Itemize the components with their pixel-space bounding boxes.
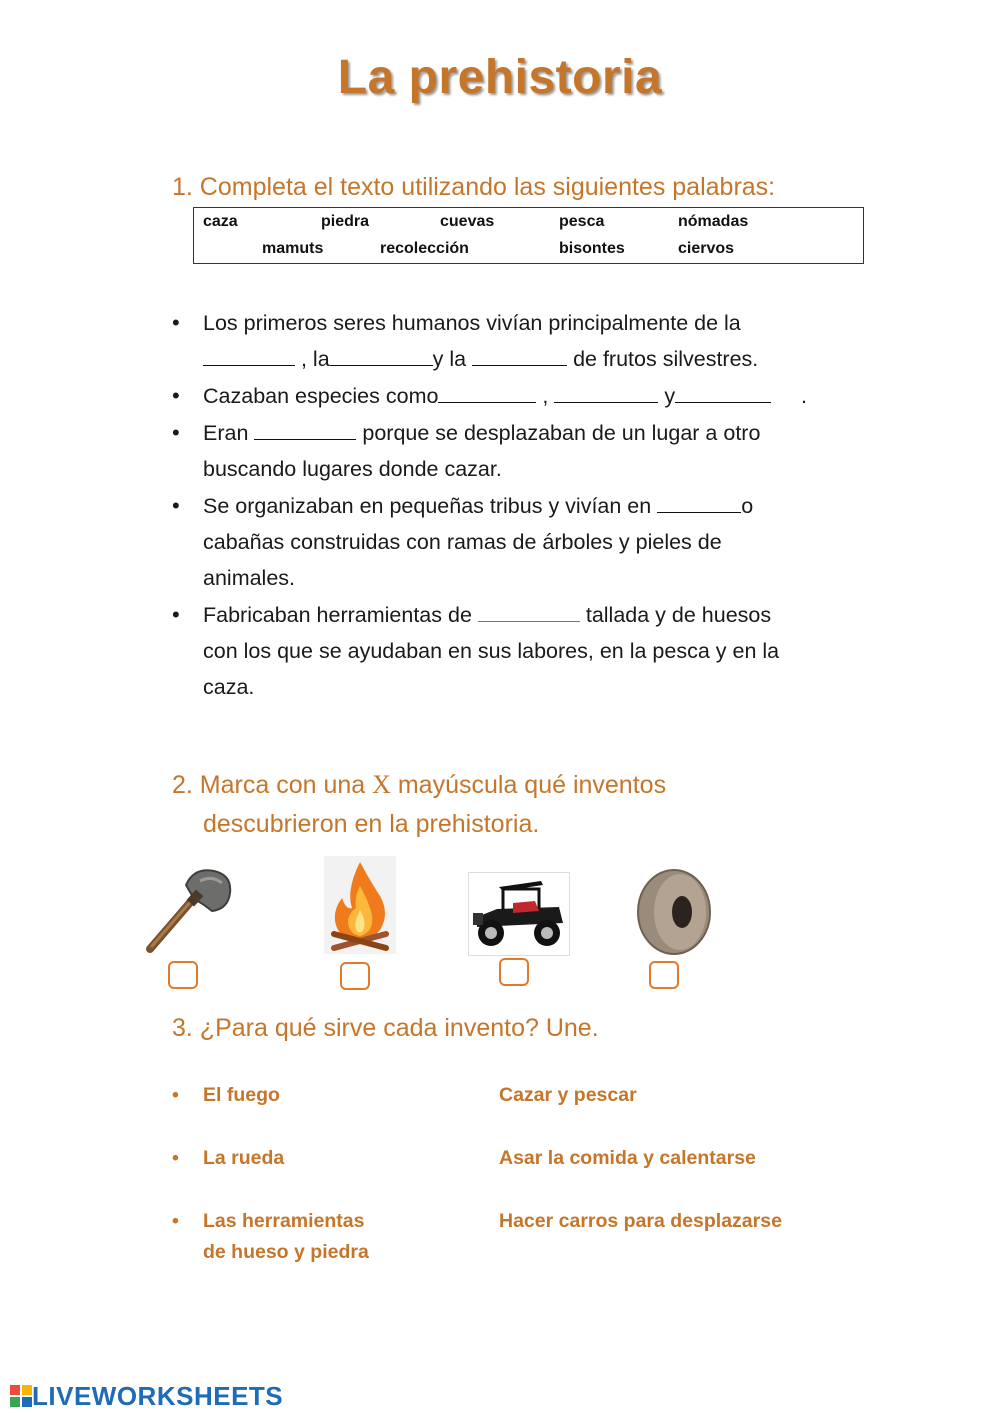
blank-field[interactable] (478, 599, 580, 622)
heading-text: descubrieron en la prehistoria. (203, 810, 540, 838)
logo-icon (10, 1385, 32, 1407)
sentence-text: y (658, 384, 676, 408)
match-text: de hueso y piedra (203, 1241, 369, 1263)
match-right-carts[interactable]: Hacer carros para desplazarse (499, 1210, 782, 1232)
heading-x: X (372, 770, 391, 799)
sentence-text: Cazaban especies como (203, 384, 439, 408)
blank-field[interactable] (203, 343, 295, 366)
match-left-fire[interactable]: • El fuego (172, 1080, 280, 1111)
checkbox-wheel[interactable] (649, 961, 679, 989)
section-3-heading: 3. ¿Para qué sirve cada invento? Une. (172, 1014, 599, 1042)
list-item (172, 597, 872, 705)
car-icon (469, 873, 569, 955)
match-left-tools[interactable] (172, 1206, 369, 1268)
blank-field[interactable] (438, 380, 536, 403)
section-1-heading: 1. Completa el texto utilizando las siguientes palabras: (172, 173, 776, 201)
sentence-text: de frutos silvestres. (567, 347, 759, 371)
campfire-image (324, 856, 396, 954)
sentence-text: buscando lugares donde cazar. (203, 457, 502, 481)
fire-icon (324, 856, 396, 954)
sentence-text: caza. (203, 675, 255, 699)
word-nomadas: nómadas (678, 213, 749, 230)
checkbox-car[interactable] (499, 958, 529, 986)
sentence-text: o (741, 494, 754, 518)
blank-field[interactable] (254, 417, 356, 440)
match-text: Las herramientas (203, 1210, 365, 1232)
list-item (172, 488, 872, 596)
sentence-text: Fabricaban herramientas de (203, 603, 478, 627)
axe-icon (142, 863, 234, 955)
word-cuevas: cuevas (440, 213, 495, 230)
page-title: La prehistoria (337, 51, 663, 104)
stone-axe-image (142, 863, 234, 955)
blank-field[interactable] (554, 380, 658, 403)
sentence-text: y la (432, 347, 473, 371)
list-item (172, 378, 872, 414)
word-mamuts: mamuts (262, 240, 324, 257)
checkbox-axe[interactable] (168, 961, 198, 989)
sentence-text: tallada y de huesos (579, 603, 772, 627)
word-pesca: pesca (559, 213, 605, 230)
sentence-text: Se organizaban en pequeñas tribus y vivían en (203, 494, 658, 518)
sentence-text: , la (295, 347, 330, 371)
heading-text: 2. Marca con una (172, 771, 373, 799)
word-caza: caza (203, 213, 238, 230)
word-recoleccion: recolección (380, 240, 469, 257)
word-bisontes: bisontes (559, 240, 625, 257)
stone-wheel-image (628, 866, 718, 958)
sentence-text: Los primeros seres humanos vivían principalmente de la (203, 311, 741, 335)
match-left-wheel[interactable]: • La rueda (172, 1143, 284, 1174)
sentence-text: porque se desplazaban de un lugar a otro (356, 421, 761, 445)
list-item (172, 415, 872, 487)
blank-field[interactable] (675, 380, 771, 403)
word-ciervos: ciervos (678, 240, 735, 257)
sentence-text: . (771, 384, 807, 408)
sentence-text: con los que se ayudaban en sus labores, en la pesca y en la (203, 639, 780, 663)
word-piedra: piedra (321, 213, 370, 230)
section-2-heading (172, 765, 666, 844)
brand-text: LIVEWORKSHEETS (32, 1381, 284, 1411)
match-right-cook[interactable]: Asar la comida y calentarse (499, 1147, 756, 1169)
list-item (172, 305, 872, 377)
liveworksheets-logo (10, 1381, 283, 1412)
checkbox-fire[interactable] (340, 962, 370, 990)
word-bank (193, 207, 864, 264)
sentence-text: Eran (203, 421, 255, 445)
heading-text: mayúscula qué inventos (390, 771, 667, 799)
blank-field[interactable] (472, 343, 567, 366)
sentence-text: animales. (203, 566, 296, 590)
sentence-text: , (536, 384, 555, 408)
fill-in-list (172, 305, 872, 706)
blank-field[interactable] (657, 490, 741, 513)
blank-field[interactable] (330, 343, 433, 366)
sentence-text: cabañas construidas con ramas de árboles y pieles de (203, 530, 722, 554)
vintage-car-image (468, 872, 570, 956)
match-right-hunt[interactable]: Cazar y pescar (499, 1084, 637, 1106)
wheel-icon (628, 866, 718, 958)
